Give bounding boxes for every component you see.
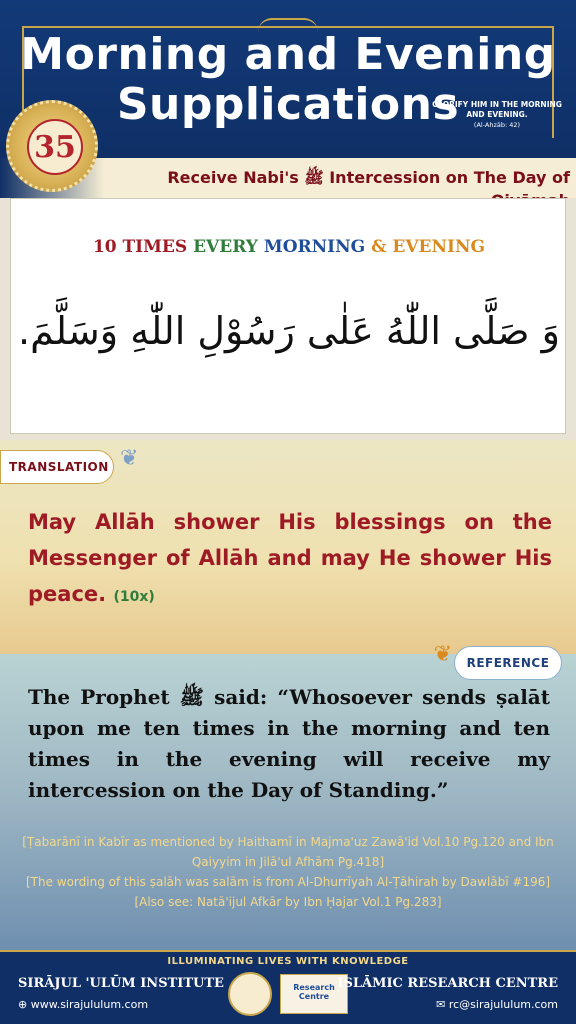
reference-label: REFERENCE (454, 646, 562, 680)
translation-text (28, 504, 552, 615)
mail-icon: ✉ (436, 998, 446, 1011)
instruction-every: EVERY (193, 237, 258, 257)
translation-body: May Allāh shower His blessings on the Messenger of Allāh and may He shower His peace. (28, 510, 552, 606)
translation-label: TRANSLATION (0, 450, 114, 484)
page-title-line1: Morning and Evening (20, 29, 556, 80)
org-name-right: ISLĀMIC RESEARCH CENTRE (337, 976, 558, 991)
arabic-text: وَ صَلَّى اللّٰهُ عَلٰى رَسُوْلِ اللّٰهِ وَسَلَّمَ. (17, 309, 561, 353)
tagline-text: GLORIFY HIM IN THE MORNING AND EVENING. (432, 100, 562, 119)
sources (20, 832, 556, 912)
website-text: www.sirajululum.com (30, 998, 149, 1011)
institute-logo (228, 972, 272, 1016)
flourish-icon: ❦ (120, 446, 139, 471)
org-name-left: SIRĀJUL 'ULŪM INSTITUTE (18, 976, 224, 991)
tagline (432, 100, 562, 130)
flourish-icon: ❦ (433, 642, 452, 667)
page-title-line2: Supplications (116, 79, 460, 130)
arabic-card-wrap (0, 198, 576, 440)
email-text: rc@sirajululum.com (448, 998, 558, 1011)
tagline-cite: (Al-Ahzāb: 42) (473, 121, 521, 129)
arabic-card (10, 198, 566, 434)
number-badge (6, 100, 98, 192)
subtitle: Receive Nabi's ﷺ Intercession on The Day of (167, 168, 570, 187)
footer (0, 950, 576, 1024)
instruction-count: 10 TIMES (92, 237, 188, 257)
source-1: [Ṭabarānī in Kabīr as mentioned by Haithamī in Majma'uz Zawā'id Vol.10 Pg.120 and Ibn Qaiyyim in Jilā'ul Afhām Pg.418] (22, 835, 554, 869)
website-link[interactable] (18, 998, 148, 1011)
instruction (11, 237, 567, 257)
source-2: [The wording of this ṣalāh was salām is from Al-Dhurrīyah Al-Ṭāhirah by Dawlābī #196] (25, 875, 551, 889)
reference-section (0, 642, 576, 950)
instruction-morning: MORNING (263, 237, 366, 257)
footer-motto: ILLUMINATING LIVES WITH KNOWLEDGE (167, 956, 409, 967)
hadith-text: The Prophet ﷺ said: “Whosoever sends ṣalāt upon me ten times in the morning and ten times in the evening will receive my intercession on the Day of Standing.” (28, 685, 550, 802)
globe-icon: ⊕ (18, 998, 28, 1011)
source-3: [Also see: Natā'ijul Afkār by Ibn Ḥajar Vol.1 Pg.283] (134, 895, 442, 909)
badge-number: 35 (27, 119, 83, 175)
instruction-evening: EVENING (392, 237, 486, 257)
email-link[interactable] (436, 998, 558, 1011)
instruction-ampersand: & (371, 237, 387, 257)
translation-count: (10x) (113, 589, 155, 605)
research-centre-logo-text: Research Centre (293, 983, 335, 1001)
translation-section (0, 440, 576, 654)
